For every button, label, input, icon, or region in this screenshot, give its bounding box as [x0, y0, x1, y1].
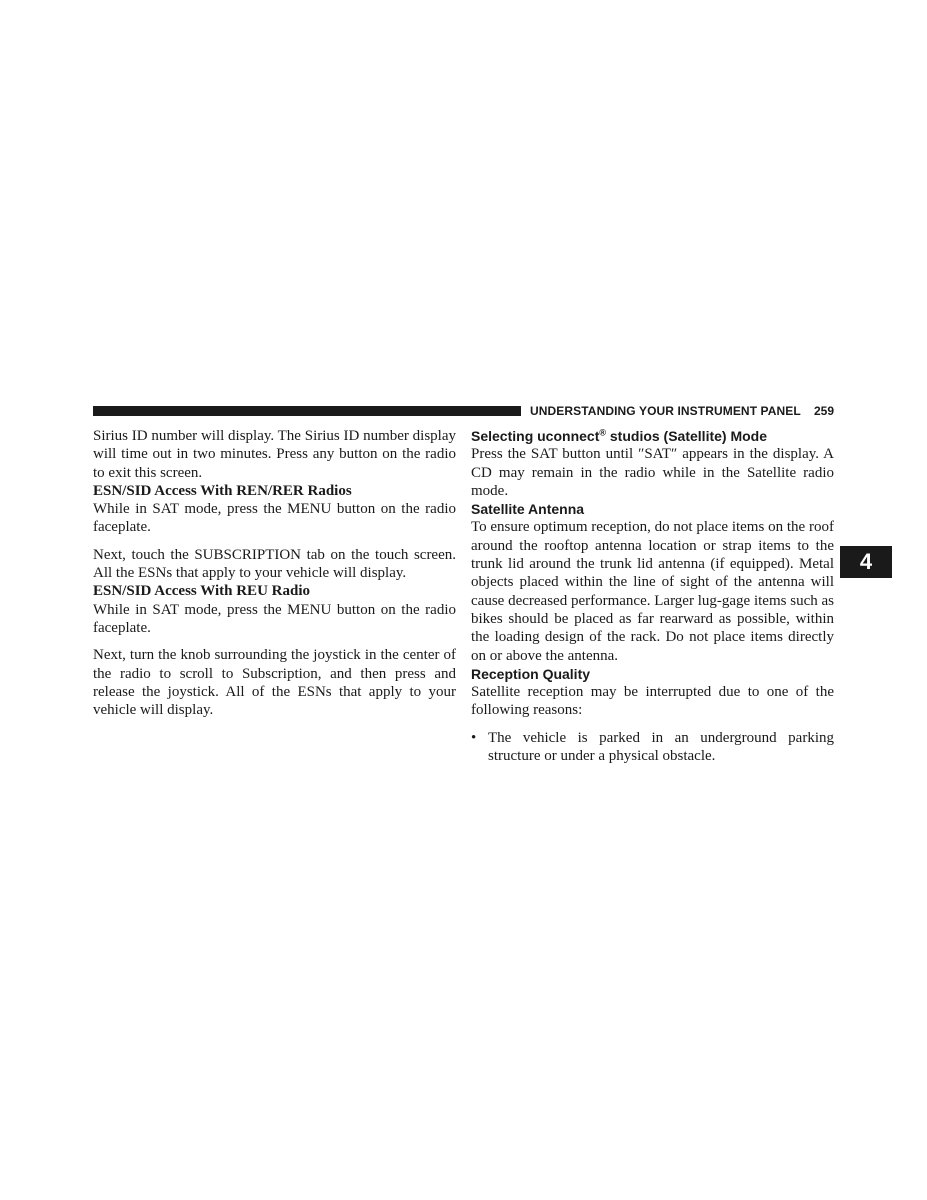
- right-column: [471, 427, 834, 765]
- section-heading-satellite-mode: Selecting uconnect® studios (Satellite) Mode: [471, 427, 768, 444]
- chapter-tab: 4: [840, 546, 892, 578]
- section-heading-reu: ESN/SID Access With REU Radio: [93, 583, 310, 600]
- section-heading-ren-rer: ESN/SID Access With REN/RER Radios: [93, 482, 352, 499]
- bullet-text: The vehicle is parked in an underground parking structure or under a physical obstacle.: [488, 729, 834, 765]
- section-heading-reception-quality: Reception Quality: [471, 665, 591, 682]
- paragraph: Press the SAT button until ″SAT″ appears in the display. A CD may remain in the radio while in the Satellite radio mode.: [471, 446, 834, 499]
- left-column: [93, 427, 456, 719]
- paragraph: To ensure optimum reception, do not place items on the roof around the rooftop antenna location or strap items to the trunk lid around the trunk lid antenna (if equipped). Metal objects placed within the line of sight of the antenna will cause decreased performance. Larger lug-gage items such as bikes should be placed as far rearward as possible, within the loading design of the rack. Do not place items directly on or above the antenna.: [471, 519, 834, 664]
- paragraph: While in SAT mode, press the MENU button on the radio faceplate.: [93, 501, 456, 536]
- intro-paragraph: Sirius ID number will display. The Sirius ID number display will time out in two minutes. Press any button on the radio to exit this screen.: [93, 428, 456, 481]
- running-header: UNDERSTANDING YOUR INSTRUMENT PANEL: [530, 404, 801, 418]
- bullet-icon: •: [471, 729, 477, 746]
- paragraph: Next, turn the knob surrounding the joystick in the center of the radio to scroll to Subscription, and then press and release the joystick. All of the ESNs that apply to your vehicle will display.: [93, 647, 456, 719]
- paragraph: While in SAT mode, press the MENU button on the radio faceplate.: [93, 601, 456, 636]
- header-rule: [93, 406, 521, 416]
- paragraph: Next, touch the SUBSCRIPTION tab on the touch screen. All the ESNs that apply to your vehicle will display.: [93, 546, 456, 582]
- list-item: [471, 729, 834, 766]
- section-heading-satellite-antenna: Satellite Antenna: [471, 501, 585, 518]
- paragraph: Satellite reception may be interrupted due to one of the following reasons:: [471, 684, 834, 719]
- page-number: 259: [814, 404, 835, 418]
